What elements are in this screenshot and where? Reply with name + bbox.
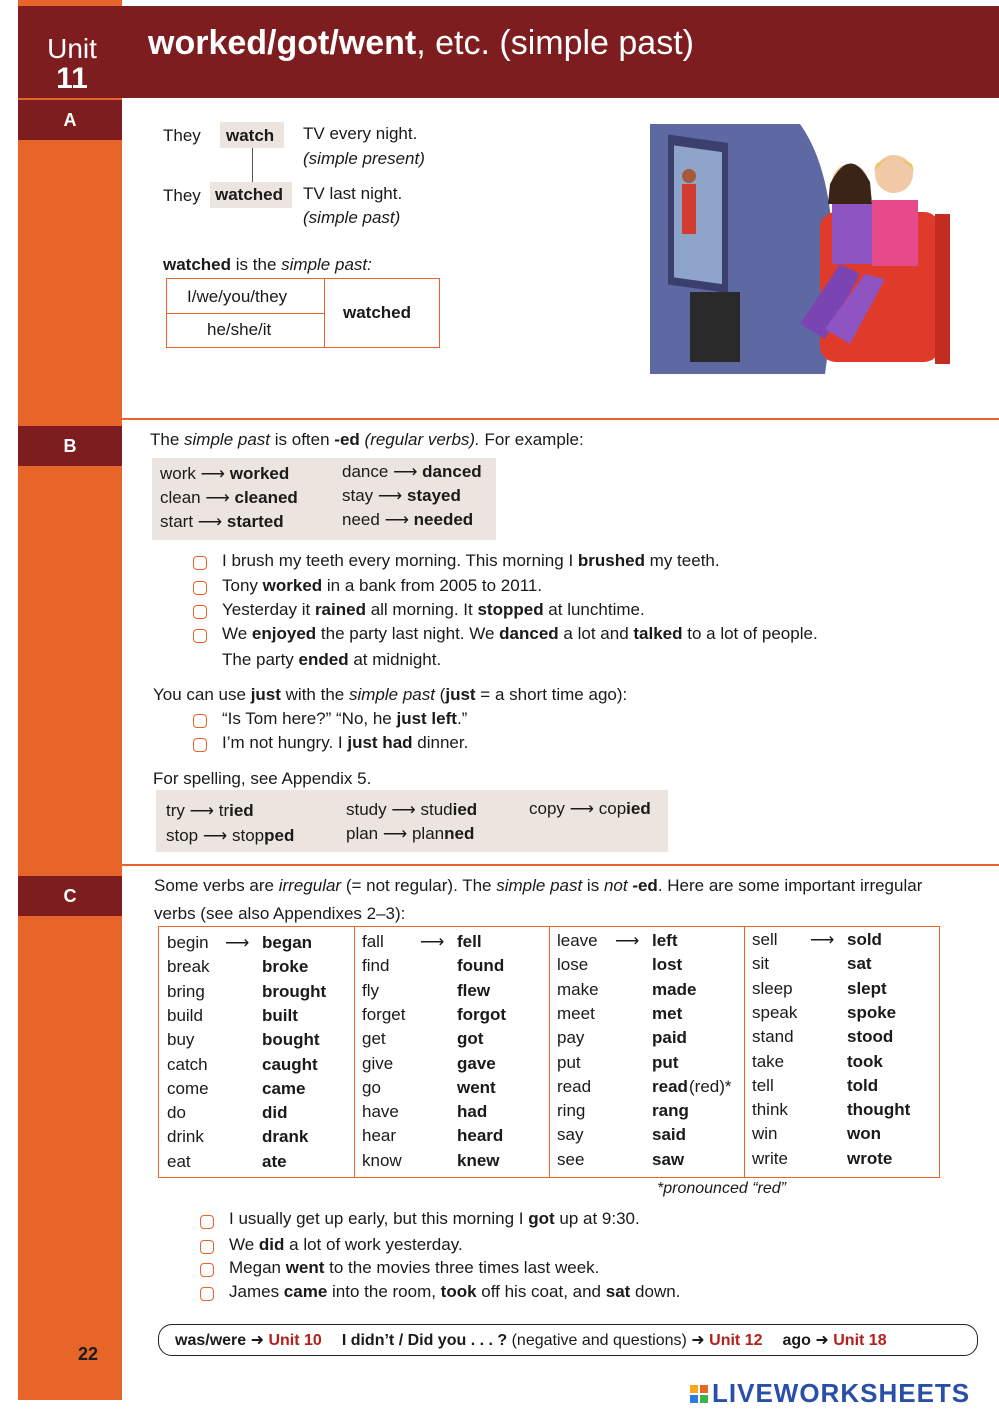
regular-base: start — [160, 512, 194, 531]
read-pronunciation-note: (red)* — [689, 1076, 732, 1096]
text-bold: brushed — [577, 551, 645, 570]
irregular-past: knew — [457, 1150, 500, 1170]
xref-was-were[interactable] — [175, 1330, 322, 1350]
irregular-base: forget — [362, 1004, 406, 1024]
irregular-past: left — [652, 931, 678, 950]
c-example-2 — [229, 1235, 463, 1255]
irregular-past: said — [652, 1125, 687, 1145]
text: at lunchtime. — [543, 600, 645, 619]
text: I usually get up early, but this morning I — [229, 1209, 529, 1228]
text: The party — [222, 650, 299, 669]
text: We — [229, 1235, 259, 1254]
b-spelling-note: For spelling, see Appendix 5. — [153, 769, 372, 788]
text: up at 9:30. — [554, 1209, 640, 1228]
irregular-past: went — [457, 1077, 496, 1097]
watermark-text: LIVEWORKSHEETS — [712, 1378, 971, 1408]
irregular-base: eat — [167, 1151, 191, 1171]
irregular-base: come — [167, 1078, 209, 1098]
irregular-base: hear — [362, 1126, 397, 1146]
text-bold: danced — [499, 624, 559, 643]
regular-past: cleaned — [234, 488, 298, 507]
a-note-rest: is the — [235, 255, 277, 274]
irregular-base: lose — [557, 955, 589, 975]
irregular-base: meet — [557, 1003, 595, 1023]
text-italic: irregular — [278, 876, 342, 895]
regular-base: dance — [342, 462, 389, 481]
irregular-past: broke — [262, 957, 309, 977]
text: at midnight. — [348, 650, 442, 669]
text: dinner. — [412, 733, 469, 752]
irregular-past: ate — [262, 1151, 287, 1171]
section-tab-b: B — [18, 426, 122, 466]
page-number: 22 — [78, 1344, 99, 1364]
bullet-icon — [200, 1215, 214, 1229]
text-bold: just left — [396, 709, 457, 728]
table-col-divider — [744, 927, 745, 1177]
regular-base: work — [160, 464, 196, 483]
text: ( — [434, 685, 446, 704]
b-intro-3: For example: — [484, 430, 584, 449]
text: in a bank from 2005 to 2011. — [322, 576, 543, 595]
sidebar — [18, 0, 122, 1400]
text: . Here are some important irregular — [657, 876, 923, 895]
spelling-past-stem: stop — [231, 826, 265, 845]
c-example-3 — [229, 1258, 599, 1278]
unit-label — [22, 34, 122, 94]
a-table-hline — [167, 313, 324, 314]
text: Tony — [222, 576, 263, 595]
a-table-cell1: I/we/you/they — [187, 287, 288, 306]
text-bold: just had — [347, 733, 413, 752]
bullet-icon — [193, 629, 207, 643]
spelling-stem: try — [166, 801, 185, 820]
text-bold: stopped — [477, 600, 544, 619]
irregular-base: make — [557, 979, 599, 999]
spelling-ending: ped — [264, 826, 295, 845]
irregular-past: saw — [652, 1149, 685, 1169]
page-title — [148, 24, 694, 63]
irregular-past: brought — [262, 981, 327, 1001]
irregular-base: break — [167, 957, 210, 977]
irregular-base: get — [362, 1029, 386, 1049]
spelling-past-stem: stud — [420, 800, 453, 819]
a-connector-line — [252, 148, 253, 182]
xref-label: was/were — [175, 1332, 247, 1349]
text: We — [222, 624, 252, 643]
spelling-pair: stop ⟶ stopped — [166, 826, 295, 845]
irregular-past: lost — [652, 955, 683, 975]
irregular-past: fell — [457, 932, 482, 951]
text-bold: just — [445, 685, 476, 704]
xref-label: I didn’t / Did you . . . ? — [341, 1332, 508, 1349]
text: my teeth. — [644, 551, 720, 570]
spelling-stem: plan — [346, 824, 379, 843]
divider-a-b — [122, 418, 999, 420]
xref-ago[interactable] — [782, 1330, 886, 1350]
section-tab-c: C — [18, 876, 122, 916]
text: (= not regular). The — [341, 876, 497, 895]
text: Some verbs are — [154, 876, 279, 895]
xref-unit: Unit 10 — [268, 1332, 322, 1349]
a-row2-rest: TV last night. — [303, 184, 403, 203]
arrow-icon: ⟶ — [420, 932, 445, 951]
text: off his coat, and — [476, 1282, 606, 1301]
regular-verb-pair: work ⟶ worked — [160, 464, 290, 483]
irregular-base: buy — [167, 1030, 195, 1050]
spelling-stem: study — [346, 800, 387, 819]
irregular-past: gave — [457, 1053, 496, 1073]
irregular-base: begin — [167, 933, 209, 952]
irregular-base: win — [752, 1124, 778, 1144]
regular-past: stayed — [407, 486, 461, 505]
b-example-4 — [222, 624, 818, 644]
irregular-base: have — [362, 1102, 399, 1122]
text: You can use — [153, 685, 251, 704]
irregular-past: caught — [262, 1054, 318, 1074]
regular-past: worked — [229, 464, 290, 483]
spelling-ending: ied — [229, 801, 254, 820]
text-bold: did — [258, 1235, 285, 1254]
text-bold: worked — [262, 576, 323, 595]
spelling-past-stem: cop — [598, 799, 627, 818]
section-tab-a: A — [18, 100, 122, 140]
irregular-past: found — [457, 956, 505, 976]
irregular-verbs-table — [158, 926, 940, 1178]
irregular-base: read — [557, 1076, 592, 1096]
arrow-icon: ⟶ — [225, 933, 250, 952]
regular-base: stay — [342, 486, 374, 505]
regular-verb-pair: clean ⟶ cleaned — [160, 488, 298, 507]
cross-reference-bar — [158, 1324, 978, 1356]
c-intro-line1 — [154, 876, 922, 896]
a-row1-rest: TV every night. — [303, 124, 418, 143]
irregular-base: sell — [752, 930, 778, 949]
text-italic: simple past — [496, 876, 583, 895]
c-example-4 — [229, 1282, 680, 1302]
bullet-icon — [193, 605, 207, 619]
irregular-base: say — [557, 1125, 584, 1145]
irregular-base: put — [557, 1052, 581, 1072]
spelling-pair: plan ⟶ planned — [346, 824, 475, 843]
irregular-past: did — [262, 1103, 288, 1123]
regular-past: started — [226, 512, 284, 531]
liveworksheets-logo-icon — [690, 1385, 708, 1403]
text: a lot of work yesterday. — [284, 1235, 463, 1254]
irregular-past: came — [262, 1078, 306, 1098]
b-example-5 — [222, 650, 441, 670]
bullet-icon — [193, 581, 207, 595]
text: James — [229, 1282, 284, 1301]
irregular-past: forgot — [457, 1004, 507, 1024]
divider-b-c — [122, 864, 999, 866]
irregular-base: take — [752, 1051, 785, 1071]
irregular-past: made — [652, 979, 697, 999]
spelling-pair: try ⟶ tried — [166, 801, 254, 820]
irregular-base: go — [362, 1077, 381, 1097]
text-italic: not — [603, 876, 628, 895]
irregular-base: think — [752, 1100, 788, 1120]
irregular-past: spoke — [847, 1002, 897, 1022]
irregular-past: heard — [457, 1126, 504, 1146]
text: “Is Tom here?” “No, he — [222, 709, 397, 728]
irregular-base: write — [752, 1148, 788, 1168]
spelling-ending: ned — [444, 824, 475, 843]
irregular-base: drink — [167, 1127, 204, 1147]
b-example-1 — [222, 551, 720, 571]
b-example-3 — [222, 600, 645, 620]
irregular-past: met — [652, 1003, 683, 1023]
c-example-1 — [229, 1209, 640, 1229]
regular-base: clean — [160, 488, 201, 507]
b-example-2 — [222, 576, 542, 596]
text: Yesterday it — [222, 600, 315, 619]
b-intro-1: The — [150, 430, 180, 449]
a-row1-subject: They — [163, 126, 201, 145]
text-bold: talked — [633, 624, 683, 643]
b-just-intro — [153, 685, 627, 705]
spelling-pair: copy ⟶ copied — [529, 799, 651, 818]
table-col-divider — [549, 927, 550, 1177]
text-bold: got — [528, 1209, 555, 1228]
irregular-past: told — [847, 1075, 879, 1095]
irregular-past: thought — [847, 1100, 911, 1120]
irregular-past: sold — [847, 930, 882, 949]
table-col-divider — [354, 927, 355, 1177]
text: into the room, — [327, 1282, 441, 1301]
a-row1-verb: watch — [226, 126, 275, 145]
irregular-past: won — [847, 1124, 881, 1144]
b-intro — [150, 430, 584, 450]
bullet-icon — [193, 714, 207, 728]
text-bold: enjoyed — [251, 624, 317, 643]
arrow-icon: ⟶ — [810, 930, 835, 949]
pronounced-note: *pronounced “red” — [657, 1180, 786, 1197]
text: to a lot of people. — [682, 624, 818, 643]
a-row2-subject: They — [163, 186, 201, 205]
irregular-base: leave — [557, 931, 598, 950]
xref-unit: Unit 12 — [709, 1332, 763, 1349]
bullet-icon — [200, 1263, 214, 1277]
irregular-past: read — [652, 1076, 688, 1096]
irregular-past: got — [457, 1029, 484, 1049]
irregular-base: pay — [557, 1028, 585, 1048]
a-note-italic: simple past: — [281, 255, 372, 274]
text: down. — [630, 1282, 681, 1301]
irregular-past: had — [457, 1102, 488, 1122]
a-table-cell2: he/she/it — [207, 320, 272, 339]
irregular-base: see — [557, 1149, 585, 1169]
regular-verb-pair: stay ⟶ stayed — [342, 486, 461, 505]
irregular-past: paid — [652, 1028, 687, 1048]
text: to the movies three times last week. — [324, 1258, 600, 1277]
irregular-past: slept — [847, 978, 887, 998]
b-spelling-box — [156, 790, 668, 852]
unit-word: Unit — [47, 33, 97, 64]
regular-verb-pair: start ⟶ started — [160, 512, 284, 531]
xref-note: (negative and questions) — [511, 1332, 687, 1349]
text: all morning. It — [365, 600, 478, 619]
irregular-base: do — [167, 1103, 186, 1123]
irregular-past: drank — [262, 1127, 309, 1147]
b-just-example-1 — [222, 709, 467, 729]
title-rest: , etc. (simple past) — [416, 24, 694, 62]
spelling-ending: ied — [626, 799, 651, 818]
text: is — [582, 876, 604, 895]
bullet-icon — [193, 556, 207, 570]
irregular-base: speak — [752, 1002, 798, 1022]
regular-past: danced — [422, 462, 482, 481]
bullet-icon — [193, 738, 207, 752]
irregular-base: fly — [362, 980, 379, 1000]
b-intro-italic: simple past — [184, 430, 271, 449]
b-intro-italic2: (regular verbs). — [364, 430, 480, 449]
irregular-past: built — [262, 1005, 298, 1025]
text: I brush my teeth every morning. This morning I — [222, 551, 578, 570]
irregular-past: took — [847, 1051, 883, 1071]
irregular-base: sleep — [752, 978, 793, 998]
irregular-past: put — [652, 1052, 679, 1072]
irregular-base: sit — [752, 954, 769, 974]
spelling-past-stem: tr — [218, 801, 230, 820]
irregular-past: rang — [652, 1101, 689, 1121]
text: with the — [280, 685, 349, 704]
irregular-past: wrote — [847, 1148, 893, 1168]
title-bold: worked/got/went — [148, 24, 417, 62]
spelling-ending: ied — [452, 800, 478, 819]
regular-verb-pair: need ⟶ needed — [342, 510, 474, 529]
text-bold: rained — [314, 600, 366, 619]
text: a lot and — [558, 624, 634, 643]
irregular-base: find — [362, 956, 390, 976]
irregular-base: bring — [167, 981, 205, 1001]
irregular-base: stand — [752, 1027, 794, 1047]
regular-past: needed — [413, 510, 474, 529]
irregular-past: bought — [262, 1030, 320, 1050]
text-bold: took — [440, 1282, 477, 1301]
irregular-past: flew — [457, 980, 491, 1000]
irregular-past: sat — [847, 954, 872, 974]
spelling-stem: stop — [166, 826, 199, 845]
unit-number: 11 — [56, 62, 88, 95]
text-bold: ended — [298, 650, 349, 669]
text-bold: came — [283, 1282, 328, 1301]
arrow-icon: ➜ — [250, 1332, 265, 1349]
a-row1-tense: (simple present) — [303, 149, 425, 168]
text-italic: simple past — [348, 685, 435, 704]
irregular-base: build — [167, 1005, 203, 1025]
text-bold: -ed — [632, 876, 658, 895]
b-intro-bold: -ed — [334, 430, 360, 449]
text: the party last night. We — [316, 624, 500, 643]
a-table-form: watched — [343, 303, 412, 322]
a-row2-verb: watched — [215, 185, 284, 204]
a-row2-tense: (simple past) — [303, 208, 401, 227]
text: I’m not hungry. I — [222, 733, 348, 752]
b-intro-2: is often — [274, 430, 330, 449]
arrow-icon: ➜ — [815, 1332, 829, 1349]
xref-negative-questions[interactable] — [342, 1330, 763, 1350]
text-bold: went — [285, 1258, 325, 1277]
irregular-base: give — [362, 1053, 394, 1073]
tv-couple-illustration — [650, 124, 950, 374]
b-regular-box — [152, 458, 496, 540]
text-bold: sat — [605, 1282, 631, 1301]
a-note-bold: watched — [163, 255, 232, 274]
b-just-example-2 — [222, 733, 468, 753]
text: = a short time ago): — [475, 685, 628, 704]
arrow-icon: ⟶ — [615, 931, 640, 950]
a-note — [163, 255, 372, 275]
irregular-base: ring — [557, 1101, 586, 1121]
irregular-base: know — [362, 1150, 402, 1170]
bullet-icon — [200, 1240, 214, 1254]
text: .” — [456, 709, 468, 728]
a-table-vline — [324, 279, 325, 347]
irregular-past: began — [262, 933, 313, 952]
spelling-pair: study ⟶ studied — [346, 800, 478, 819]
irregular-base: catch — [167, 1054, 208, 1074]
regular-verb-pair: dance ⟶ danced — [342, 462, 482, 481]
xref-unit: Unit 18 — [833, 1332, 887, 1349]
watermark — [690, 1378, 970, 1409]
bullet-icon — [200, 1287, 214, 1301]
spelling-stem: copy — [529, 799, 565, 818]
irregular-base: fall — [362, 932, 384, 951]
spelling-past-stem: plan — [411, 824, 445, 843]
text-bold: just — [250, 685, 281, 704]
arrow-icon: ➜ — [691, 1332, 705, 1349]
irregular-past: stood — [847, 1027, 894, 1047]
a-conjugation-table — [166, 278, 440, 348]
irregular-base: tell — [752, 1075, 774, 1095]
regular-base: need — [342, 510, 380, 529]
text: Megan — [229, 1258, 286, 1277]
xref-label: ago — [782, 1332, 811, 1349]
c-intro-line2: verbs (see also Appendixes 2–3): — [154, 904, 406, 923]
